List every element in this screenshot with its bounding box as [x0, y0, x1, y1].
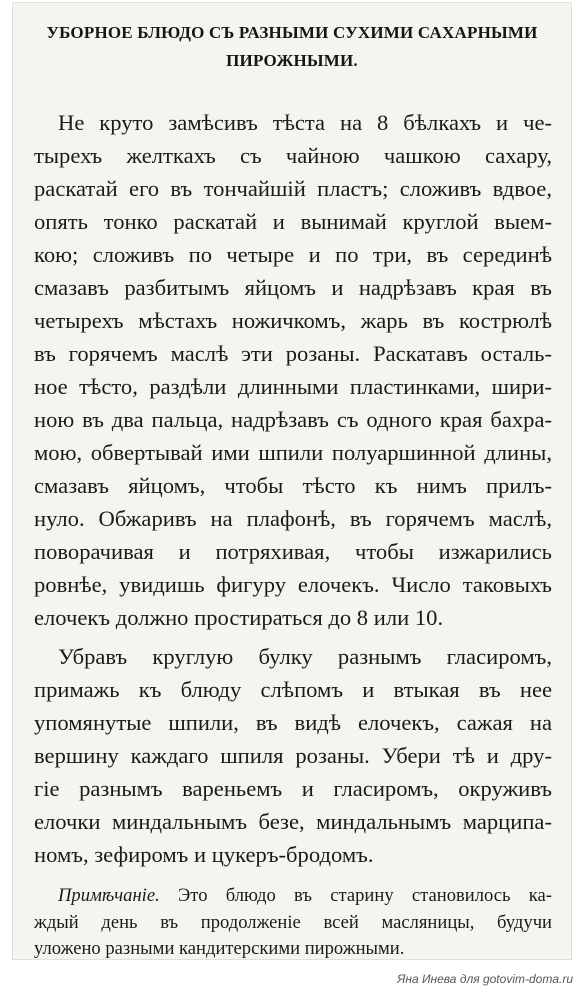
- body-line: гіе разнымъ вареньемъ и гласиромъ, окруживъ: [34, 776, 552, 801]
- note-line: ждый день въ продолженіе всей масляницы, будучи: [34, 912, 552, 933]
- recipe-title: [13, 19, 571, 75]
- body-line: Не круто замѣсивъ тѣста на 8 бѣлкахъ и че-: [58, 110, 552, 135]
- note-label: Примѣчаніе.: [58, 885, 160, 906]
- note-line: [34, 882, 552, 910]
- body-line: смазавъ яйцомъ, чтобы тѣсто къ нимъ прилъ-: [34, 473, 552, 498]
- recipe-title-line-2: ПИРОЖНЫМИ.: [226, 51, 358, 70]
- body-line: мою, обвертывай ими шпили полуаршинной длины,: [34, 440, 552, 465]
- body-line: елочекъ должно простираться до 8 или 10.: [34, 605, 444, 630]
- body-line: тырехъ желткахъ съ чайною чашкою сахару,: [34, 143, 552, 168]
- body-line: кою; сложивъ по четыре и по три, въ серединѣ: [34, 242, 552, 267]
- book-page: [12, 2, 572, 960]
- body-line: вершину каждаго шпиля розаны. Убери тѣ и дру-: [34, 743, 552, 768]
- body-line: ровнѣе, увидишь фигуру елочекъ. Число таковыхъ: [34, 572, 552, 597]
- note-line: уложено разными кандитерскими пирожными.: [34, 938, 405, 959]
- body-line: елочки миндальнымъ безе, миндальнымъ марципа-: [34, 809, 552, 834]
- watermark-credit: Яна Инева для gotovim-doma.ru: [397, 972, 573, 986]
- body-line: ною въ два пальца, надрѣзавъ съ одного края бахра-: [34, 407, 552, 432]
- body-line: Убравъ круглую булку разнымъ гласиромъ,: [58, 644, 552, 669]
- body-line: поворачивая и потряхивая, чтобы изжарились: [34, 539, 552, 564]
- body-line: примажь къ блюду слѣпомъ и втыкая въ нее: [34, 677, 552, 702]
- body-line: номъ, зефиромъ и цукеръ-бродомъ.: [34, 842, 374, 867]
- note-text: Это блюдо въ старину становилось ка-: [159, 885, 552, 906]
- body-line: упомянутые шпили, въ видѣ елочекъ, сажая на: [34, 710, 552, 735]
- body-line: въ горячемъ маслѣ эти розаны. Раскатавъ осталь-: [34, 341, 552, 366]
- body-line: нуло. Обжаривъ на плафонѣ, въ горячемъ маслѣ,: [34, 506, 552, 531]
- body-line: смазавъ разбитымъ яйцомъ и надрѣзавъ края въ: [34, 275, 552, 300]
- body-line: опять тонко раскатай и вынимай круглой выем-: [34, 209, 552, 234]
- body-line: ное тѣсто, раздѣли длинными пластинками, шири-: [34, 374, 552, 399]
- body-line: раскатай его въ тончайшій пластъ; сложивъ вдвое,: [34, 176, 552, 201]
- recipe-title-line-1: УБОРНОЕ БЛЮДО СЪ РАЗНЫМИ СУХИМИ САХАРНЫМИ: [46, 23, 538, 42]
- body-line: четырехъ мѣстахъ ножичкомъ, жарь въ кострюлѣ: [34, 308, 552, 333]
